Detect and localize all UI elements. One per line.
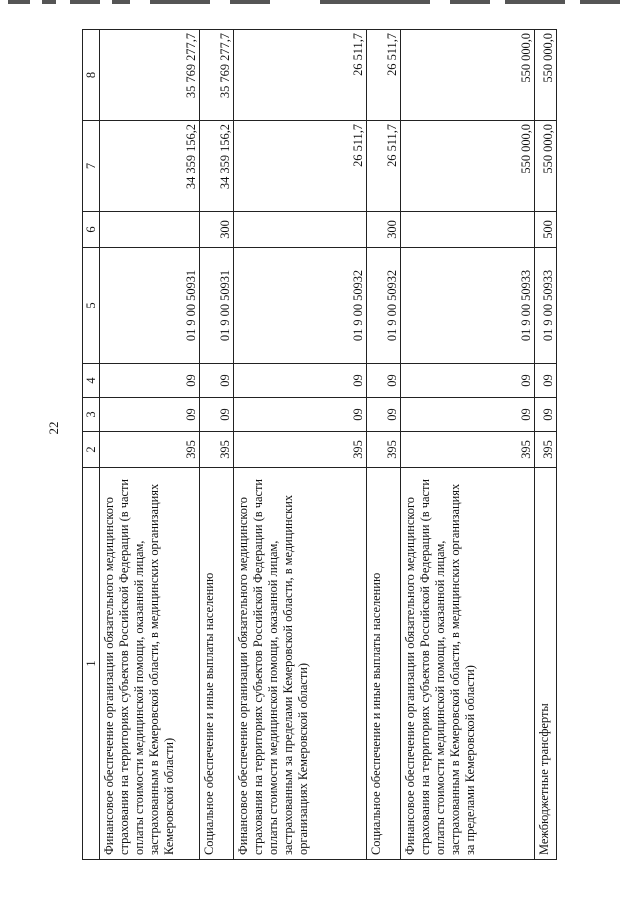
cell-expense-type [100,212,200,248]
cell-subsection: 09 [100,364,200,398]
cell-ministry: 395 [233,432,367,468]
table-row [367,30,401,860]
column-header: 2 [83,432,100,468]
cell-target-article: 01 9 00 50931 [100,248,200,364]
cell-amount-2: 26 511,7 [367,30,401,121]
column-header: 1 [83,468,100,860]
budget-table [82,29,557,860]
row-name: Социальное обеспечение и иные выплаты населению [199,468,233,860]
cell-amount-1: 34 359 156,2 [199,121,233,212]
cell-amount-2: 26 511,7 [233,30,367,121]
column-header: 4 [83,364,100,398]
table-row [233,30,367,860]
table-row [100,30,200,860]
cell-expense-type [400,212,535,248]
cell-section: 09 [535,398,557,432]
row-name: Межбюджетные трансферты [535,468,557,860]
column-header: 7 [83,121,100,212]
cell-amount-2: 550 000,0 [535,30,557,121]
cell-subsection: 09 [199,364,233,398]
cell-amount-2: 550 000,0 [400,30,535,121]
cell-target-article: 01 9 00 50932 [233,248,367,364]
column-header: 8 [83,30,100,121]
cell-target-article: 01 9 00 50931 [199,248,233,364]
table-row [400,30,535,860]
cell-expense-type: 300 [367,212,401,248]
cell-ministry: 395 [367,432,401,468]
cell-section: 09 [233,398,367,432]
cell-ministry: 395 [100,432,200,468]
cell-amount-1: 34 359 156,2 [100,121,200,212]
cell-expense-type [233,212,367,248]
scan-top-marks [0,0,640,6]
cell-amount-1: 550 000,0 [535,121,557,212]
cell-subsection: 09 [400,364,535,398]
cell-subsection: 09 [367,364,401,398]
cell-amount-2: 35 769 277,7 [199,30,233,121]
cell-amount-1: 26 511,7 [367,121,401,212]
column-header: 3 [83,398,100,432]
row-name: Финансовое обеспечение организации обязательного медицинского страхования на территориях субъектов Российской Федерации (в части оплаты стоимости медицинской помощи, оказанной лицам, застрахованным в Кемеровской области, в медицинских организациях Кемеровской области) [100,468,200,860]
cell-section: 09 [199,398,233,432]
page-number: 22 [46,421,61,435]
cell-target-article: 01 9 00 50932 [367,248,401,364]
cell-subsection: 09 [233,364,367,398]
cell-expense-type: 500 [535,212,557,248]
row-name: Финансовое обеспечение организации обязательного медицинского страхования на территориях субъектов Российской Федерации (в части оплаты стоимости медицинской помощи, оказанной лицам, застрахованным в Кемеровской области, в медицинских организациях за пределами Кемеровской области) [400,468,535,860]
cell-target-article: 01 9 00 50933 [535,248,557,364]
row-name: Социальное обеспечение и иные выплаты населению [367,468,401,860]
cell-amount-1: 26 511,7 [233,121,367,212]
column-header: 5 [83,248,100,364]
column-header: 6 [83,212,100,248]
cell-amount-2: 35 769 277,7 [100,30,200,121]
cell-section: 09 [367,398,401,432]
cell-target-article: 01 9 00 50933 [400,248,535,364]
cell-ministry: 395 [400,432,535,468]
cell-amount-1: 550 000,0 [400,121,535,212]
table-row [199,30,233,860]
cell-expense-type: 300 [199,212,233,248]
row-name: Финансовое обеспечение организации обязательного медицинского страхования на территориях субъектов Российской Федерации (в части оплаты стоимости медицинской помощи, оказанной лицам, застрахованным за пределами Кемеровской области, в медицинских организациях Кемеровской области) [233,468,367,860]
cell-section: 09 [400,398,535,432]
rotated-page [82,30,557,860]
cell-ministry: 395 [199,432,233,468]
cell-subsection: 09 [535,364,557,398]
table-row [535,30,557,860]
header-row [83,30,100,860]
cell-section: 09 [100,398,200,432]
cell-ministry: 395 [535,432,557,468]
